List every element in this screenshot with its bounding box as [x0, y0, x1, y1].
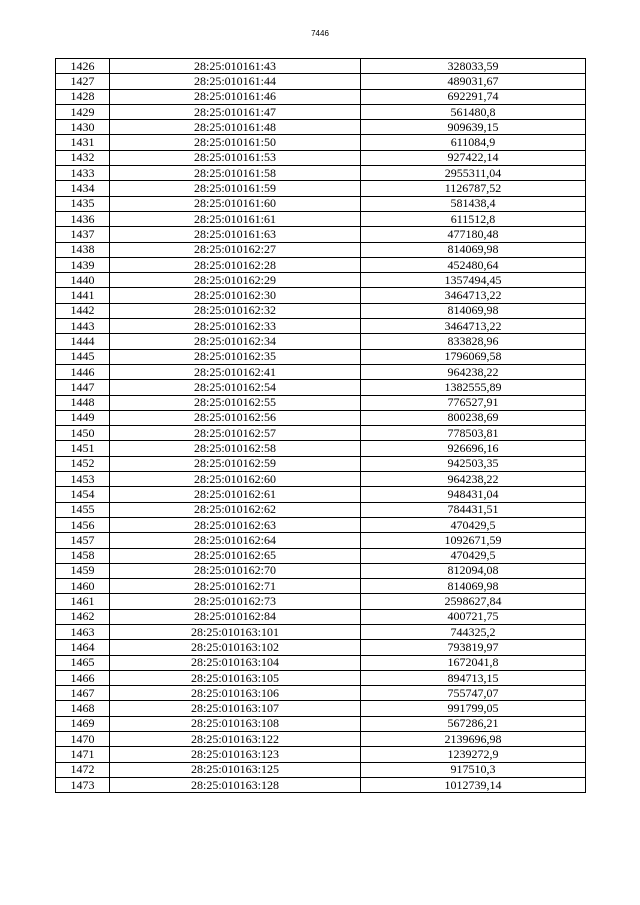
table-row — [56, 303, 586, 318]
row-number-cell: 1431 — [56, 135, 110, 150]
table-row — [56, 624, 586, 639]
row-number-cell: 1459 — [56, 563, 110, 578]
cadastral-value-cell: 1382555,89 — [361, 380, 586, 395]
page-number: 7446 — [311, 29, 329, 38]
row-number-cell: 1462 — [56, 609, 110, 624]
table-row — [56, 640, 586, 655]
table-row — [56, 670, 586, 685]
cadastral-value-cell: 3464713,22 — [361, 319, 586, 334]
cadastral-number-cell: 28:25:010161:60 — [110, 196, 361, 211]
row-number-cell: 1470 — [56, 732, 110, 747]
table-row — [56, 181, 586, 196]
cadastral-number-cell: 28:25:010162:70 — [110, 563, 361, 578]
row-number-cell: 1471 — [56, 747, 110, 762]
cadastral-number-cell: 28:25:010161:53 — [110, 150, 361, 165]
row-number-cell: 1443 — [56, 319, 110, 334]
cadastral-number-cell: 28:25:010162:56 — [110, 410, 361, 425]
cadastral-value-cell: 964238,22 — [361, 472, 586, 487]
cadastral-value-cell: 778503,81 — [361, 426, 586, 441]
table-row — [56, 456, 586, 471]
row-number-cell: 1469 — [56, 716, 110, 731]
row-number-cell: 1473 — [56, 777, 110, 792]
cadastral-number-cell: 28:25:010162:55 — [110, 395, 361, 410]
cadastral-value-cell: 2139696,98 — [361, 732, 586, 747]
row-number-cell: 1439 — [56, 257, 110, 272]
cadastral-number-cell: 28:25:010161:48 — [110, 120, 361, 135]
cadastral-number-cell: 28:25:010162:62 — [110, 502, 361, 517]
table-row — [56, 334, 586, 349]
cadastral-value-cell: 400721,75 — [361, 609, 586, 624]
cadastral-number-cell: 28:25:010162:63 — [110, 517, 361, 532]
table-row — [56, 548, 586, 563]
table-row — [56, 196, 586, 211]
table-row — [56, 655, 586, 670]
row-number-cell: 1472 — [56, 762, 110, 777]
cadastral-number-cell: 28:25:010162:84 — [110, 609, 361, 624]
row-number-cell: 1463 — [56, 624, 110, 639]
cadastral-number-cell: 28:25:010163:108 — [110, 716, 361, 731]
cadastral-value-cell: 909639,15 — [361, 120, 586, 135]
cadastral-number-cell: 28:25:010162:71 — [110, 579, 361, 594]
cadastral-value-cell: 611084,9 — [361, 135, 586, 150]
row-number-cell: 1453 — [56, 472, 110, 487]
table-row — [56, 273, 586, 288]
table-row — [56, 120, 586, 135]
table-row — [56, 319, 586, 334]
row-number-cell: 1445 — [56, 349, 110, 364]
cadastral-value-cell: 2955311,04 — [361, 166, 586, 181]
cadastral-number-cell: 28:25:010163:125 — [110, 762, 361, 777]
table-row — [56, 563, 586, 578]
row-number-cell: 1466 — [56, 670, 110, 685]
table-row — [56, 609, 586, 624]
row-number-cell: 1449 — [56, 410, 110, 425]
cadastral-value-cell: 926696,16 — [361, 441, 586, 456]
cadastral-number-cell: 28:25:010162:33 — [110, 319, 361, 334]
cadastral-value-cell: 744325,2 — [361, 624, 586, 639]
cadastral-value-cell: 470429,5 — [361, 548, 586, 563]
row-number-cell: 1461 — [56, 594, 110, 609]
table-row — [56, 502, 586, 517]
row-number-cell: 1430 — [56, 120, 110, 135]
cadastral-value-cell: 948431,04 — [361, 487, 586, 502]
cadastral-number-cell: 28:25:010161:44 — [110, 74, 361, 89]
table-row — [56, 579, 586, 594]
row-number-cell: 1442 — [56, 303, 110, 318]
cadastral-number-cell: 28:25:010161:50 — [110, 135, 361, 150]
cadastral-number-cell: 28:25:010162:57 — [110, 426, 361, 441]
cadastral-value-cell: 776527,91 — [361, 395, 586, 410]
cadastral-value-cell: 1672041,8 — [361, 655, 586, 670]
row-number-cell: 1468 — [56, 701, 110, 716]
row-number-cell: 1448 — [56, 395, 110, 410]
cadastral-value-cell: 942503,35 — [361, 456, 586, 471]
row-number-cell: 1437 — [56, 227, 110, 242]
cadastral-value-cell: 1239272,9 — [361, 747, 586, 762]
table-row — [56, 74, 586, 89]
cadastral-value-cell: 1796069,58 — [361, 349, 586, 364]
cadastral-number-cell: 28:25:010163:104 — [110, 655, 361, 670]
cadastral-number-cell: 28:25:010163:123 — [110, 747, 361, 762]
cadastral-number-cell: 28:25:010163:105 — [110, 670, 361, 685]
cadastral-value-cell: 793819,97 — [361, 640, 586, 655]
row-number-cell: 1436 — [56, 211, 110, 226]
row-number-cell: 1446 — [56, 364, 110, 379]
cadastral-value-cell: 1012739,14 — [361, 777, 586, 792]
cadastral-value-cell: 894713,15 — [361, 670, 586, 685]
cadastral-value-cell: 489031,67 — [361, 74, 586, 89]
table-body — [56, 59, 586, 793]
table-row — [56, 257, 586, 272]
cadastral-number-cell: 28:25:010162:54 — [110, 380, 361, 395]
cadastral-number-cell: 28:25:010163:101 — [110, 624, 361, 639]
row-number-cell: 1434 — [56, 181, 110, 196]
table-row — [56, 686, 586, 701]
table-row — [56, 517, 586, 532]
cadastral-value-cell: 1126787,52 — [361, 181, 586, 196]
cadastral-value-cell: 991799,05 — [361, 701, 586, 716]
table-row — [56, 288, 586, 303]
table-row — [56, 762, 586, 777]
cadastral-value-cell: 452480,64 — [361, 257, 586, 272]
cadastral-number-cell: 28:25:010161:59 — [110, 181, 361, 196]
cadastral-value-cell: 470429,5 — [361, 517, 586, 532]
table-row — [56, 487, 586, 502]
table-row — [56, 777, 586, 792]
cadastral-number-cell: 28:25:010162:64 — [110, 533, 361, 548]
cadastral-value-cell: 755747,07 — [361, 686, 586, 701]
cadastral-number-cell: 28:25:010162:65 — [110, 548, 361, 563]
row-number-cell: 1433 — [56, 166, 110, 181]
cadastral-number-cell: 28:25:010163:122 — [110, 732, 361, 747]
row-number-cell: 1426 — [56, 59, 110, 74]
row-number-cell: 1454 — [56, 487, 110, 502]
cadastral-value-cell: 3464713,22 — [361, 288, 586, 303]
table-row — [56, 242, 586, 257]
cadastral-number-cell: 28:25:010162:35 — [110, 349, 361, 364]
table-row — [56, 104, 586, 119]
cadastral-value-cell: 784431,51 — [361, 502, 586, 517]
row-number-cell: 1450 — [56, 426, 110, 441]
cadastral-value-cell: 1357494,45 — [361, 273, 586, 288]
cadastral-number-cell: 28:25:010163:128 — [110, 777, 361, 792]
cadastral-value-cell: 927422,14 — [361, 150, 586, 165]
cadastral-number-cell: 28:25:010162:29 — [110, 273, 361, 288]
cadastral-number-cell: 28:25:010162:58 — [110, 441, 361, 456]
table-row — [56, 135, 586, 150]
table-row — [56, 410, 586, 425]
table-row — [56, 380, 586, 395]
row-number-cell: 1457 — [56, 533, 110, 548]
cadastral-number-cell: 28:25:010162:28 — [110, 257, 361, 272]
row-number-cell: 1432 — [56, 150, 110, 165]
row-number-cell: 1447 — [56, 380, 110, 395]
table-row — [56, 59, 586, 74]
row-number-cell: 1427 — [56, 74, 110, 89]
cadastral-value-cell: 814069,98 — [361, 242, 586, 257]
cadastral-number-cell: 28:25:010162:59 — [110, 456, 361, 471]
row-number-cell: 1464 — [56, 640, 110, 655]
row-number-cell: 1444 — [56, 334, 110, 349]
table-row — [56, 472, 586, 487]
table-row — [56, 732, 586, 747]
table-row — [56, 150, 586, 165]
table-row — [56, 701, 586, 716]
cadastral-number-cell: 28:25:010163:106 — [110, 686, 361, 701]
cadastral-number-cell: 28:25:010161:63 — [110, 227, 361, 242]
cadastral-number-cell: 28:25:010161:43 — [110, 59, 361, 74]
row-number-cell: 1467 — [56, 686, 110, 701]
cadastral-value-cell: 477180,48 — [361, 227, 586, 242]
cadastral-value-cell: 2598627,84 — [361, 594, 586, 609]
cadastral-number-cell: 28:25:010161:46 — [110, 89, 361, 104]
table-row — [56, 426, 586, 441]
row-number-cell: 1451 — [56, 441, 110, 456]
cadastral-number-cell: 28:25:010162:61 — [110, 487, 361, 502]
cadastral-number-cell: 28:25:010161:61 — [110, 211, 361, 226]
cadastral-number-cell: 28:25:010162:41 — [110, 364, 361, 379]
row-number-cell: 1455 — [56, 502, 110, 517]
table-row — [56, 594, 586, 609]
row-number-cell: 1441 — [56, 288, 110, 303]
cadastral-number-cell: 28:25:010162:60 — [110, 472, 361, 487]
row-number-cell: 1452 — [56, 456, 110, 471]
table-row — [56, 89, 586, 104]
row-number-cell: 1429 — [56, 104, 110, 119]
row-number-cell: 1428 — [56, 89, 110, 104]
table-row — [56, 364, 586, 379]
table-row — [56, 166, 586, 181]
table-row — [56, 716, 586, 731]
cadastral-value-cell: 611512,8 — [361, 211, 586, 226]
cadastral-number-cell: 28:25:010162:32 — [110, 303, 361, 318]
cadastral-value-cell: 567286,21 — [361, 716, 586, 731]
cadastral-number-cell: 28:25:010162:34 — [110, 334, 361, 349]
table-row — [56, 211, 586, 226]
row-number-cell: 1456 — [56, 517, 110, 532]
row-number-cell: 1435 — [56, 196, 110, 211]
cadastral-value-cell: 581438,4 — [361, 196, 586, 211]
cadastral-number-cell: 28:25:010162:27 — [110, 242, 361, 257]
row-number-cell: 1438 — [56, 242, 110, 257]
cadastral-number-cell: 28:25:010161:47 — [110, 104, 361, 119]
cadastral-number-cell: 28:25:010162:30 — [110, 288, 361, 303]
table-row — [56, 349, 586, 364]
cadastral-value-cell: 561480,8 — [361, 104, 586, 119]
cadastral-value-cell: 814069,98 — [361, 303, 586, 318]
cadastral-number-cell: 28:25:010163:102 — [110, 640, 361, 655]
table-row — [56, 441, 586, 456]
cadastral-number-cell: 28:25:010161:58 — [110, 166, 361, 181]
cadastral-value-cell: 833828,96 — [361, 334, 586, 349]
table-row — [56, 395, 586, 410]
table-row — [56, 747, 586, 762]
cadastral-value-cell: 800238,69 — [361, 410, 586, 425]
row-number-cell: 1440 — [56, 273, 110, 288]
cadastral-value-cell: 814069,98 — [361, 579, 586, 594]
row-number-cell: 1460 — [56, 579, 110, 594]
cadastral-value-cell: 328033,59 — [361, 59, 586, 74]
table-row — [56, 227, 586, 242]
cadastral-number-cell: 28:25:010163:107 — [110, 701, 361, 716]
cadastral-value-cell: 1092671,59 — [361, 533, 586, 548]
row-number-cell: 1458 — [56, 548, 110, 563]
cadastral-value-cell: 917510,3 — [361, 762, 586, 777]
table-row — [56, 533, 586, 548]
row-number-cell: 1465 — [56, 655, 110, 670]
cadastral-number-cell: 28:25:010162:73 — [110, 594, 361, 609]
cadastral-value-cell: 964238,22 — [361, 364, 586, 379]
cadastral-value-table — [55, 58, 586, 793]
cadastral-value-cell: 692291,74 — [361, 89, 586, 104]
cadastral-value-cell: 812094,08 — [361, 563, 586, 578]
